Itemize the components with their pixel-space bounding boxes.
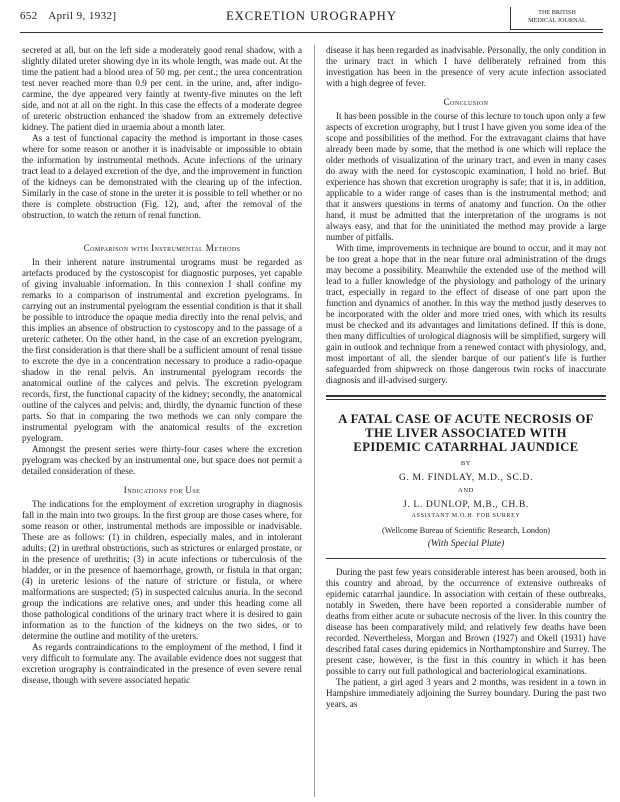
paragraph: As regards contraindications to the employment of the method, I find it very difficult to formulate any. The available evidence does not suggest that excretion urography is contraindicated in the presence of even severe renal disease, though with severe associated hepatic	[22, 642, 302, 685]
paragraph: The patient, a girl aged 3 years and 2 months, was resident in a town in Hampshire immediately adjoining the Surrey boundary. During the past two years, as	[326, 677, 606, 709]
section-heading: Indications for Use	[123, 485, 201, 495]
page-header	[20, 6, 603, 33]
paragraph: With time, improvements in technique are bound to occur, and it may not be too great a hope that in the near future oral administration of the drugs may become a possibility. Meanwhile the extended use of the method will lead to a fuller knowledge of the physiology and pathology of the urinary tract, especially in regard to the effect of disease of one part upon the function and dynamics of another. In this way the method justly deserves to be incorporated with the older and more tried ones, with which its results must be checked and its advantages and limitations defined. If this is done, then many difficulties of urological diagnosis will be simplified, surgery will gain in outlook and technique from a renewed contact with physiology, and, most important of all, the slender barque of our patient's life is further safeguarded from shipwreck on those dangerous twin rocks of inaccurate diagnosis and ill-advised surgery.	[326, 243, 606, 385]
journal-label	[510, 7, 603, 30]
author-name: G. M. FINDLAY, M.D., SC.D.	[399, 472, 533, 483]
paragraph: As a test of functional capacity the method is important in those cases where for some reason or another it is inadvisable or impossible to obtain the information by instrumental methods. Acute infections of the urinary tract lead to a delayed excretion of the dye, and the improvement in function of the kidneys can be demonstrated with the clearing up of the infection. Similarly in the case of stone in the ureter it is possible to tell whether or no there is complete obstruction (Fig. 12), and, after the removal of the obstruction, to watch the return of renal function.	[22, 133, 302, 220]
byline-and: AND	[458, 487, 474, 494]
article-title: A FATAL CASE OF ACUTE NECROSIS OF THE LIVER ASSOCIATED WITH EPIDEMIC CATARRHAL JAUNDICE	[338, 412, 594, 454]
article-separator	[326, 395, 606, 400]
paragraph: Amongst the present series were thirty-four cases where the excretion pyelogram was checked by an instrumental one, but space does not permit a detailed consideration of these.	[22, 444, 302, 476]
paragraph: It has been possible in the course of this lecture to touch upon only a few aspects of excretion urography, but I trust I have given you some idea of the scope and possibilities of the method. For the extravagant claims that have already been made by some, that the method is one which will replace the older methods of visualization of the urinary tract, and even in many cases do away with the need for cystoscopic examination, I hold no brief. But experience has shown that excretion urography is safe; that it is, in addition, applicable to a wider range of cases than is the instrumental method; and that it answers questions in terms of anatomy and function. On the other hand, it must be admitted that the interpretation of the urograms is not always easy, and that for the uninitiated the method may provide a large number of pitfalls.	[326, 111, 606, 242]
column-divider	[314, 45, 315, 797]
section-heading: Comparison with Instrumental Methods	[83, 243, 241, 253]
page-number: 652	[20, 10, 38, 22]
running-title: EXCRETION UROGRAPHY	[226, 9, 397, 23]
left-column	[22, 45, 302, 800]
author-name: J. L. DUNLOP, M.B., CH.B.	[403, 499, 529, 510]
paragraph: During the past few years considerable interest has been aroused, both in this country and abroad, by the occurrence of extensive outbreaks of epidemic catarrhal jaundice. In association with certain of these outbreaks, notably in Sweden, there have been reported a considerable number of deaths from either acute or subacute necrosis of the liver. In this country the disease has been comparatively mild, and relatively few deaths have been recorded. Nevertheless, Morgan and Brown (1927) and Okell (1931) have described fatal cases during epidemics in Northamptonshire and Surrey. The present case, however, is the first in this country in which it has been possible to carry out full pathological and bacteriological examinations.	[326, 567, 606, 676]
affiliation: (Wellcome Bureau of Scientific Research, London)	[381, 526, 551, 535]
byline-by: BY	[460, 460, 472, 467]
plate-note: (With Special Plate)	[427, 539, 505, 549]
article-rule	[326, 558, 606, 559]
journal-label-line2: MEDICAL JOURNAL	[528, 16, 586, 24]
paragraph: In their inherent nature instrumental urograms must be regarded as artefacts produced by the cystoscopist for diagnostic purposes, yet capable of giving invaluable information. In this connexion I shall confine my remarks to a comparison of instrumental and excretion pyelograms. In carrying out an instrumental pyelogram the essential condition is that it shall be possible to introduce the opaque media directly into the renal pelvis, and this implies an absence of obstruction to cystoscopy and to the passage of a ureteric catheter. On the other hand, in the case of an excretion pyelogram, the first consideration is that there shall be a sufficient amount of renal tissue to excrete the dye in a concentration necessary to produce a radio-opaque shadow in the renal pelvis. An instrumental pyelogram records the anatomical outline of the calyces and pelvis. The excretion pyelogram records, first, the functional capacity of the kidney; secondly, the anatomical outline of the calyces and pelvis; and, thirdly, the dynamic function of these parts. So that in comparing the two methods we can only compare the instrumental pyelogram with the anatomical results of the excretion pyelogram.	[22, 257, 302, 443]
journal-label-line1: THE BRITISH	[538, 9, 576, 16]
paragraph: disease it has been regarded as inadvisable. Personally, the only condition in the urinary tract in which I have deliberately refrained from this investigation has been in the presence of very acute infection associated with a high degree of fever.	[326, 45, 606, 88]
author-position: ASSISTANT M.O.H. FOR SURREY	[411, 513, 521, 519]
paragraph: The indications for the employment of excretion urography in diagnosis fall in the main into two groups. In the first group are those cases where, for some reason or other, instrumental methods are impossible or inadvisable. These are as follows: (1) in children, especially males, and in intolerant adults; (2) in urethral obstructions, such as strictures or enlarged prostate, or in the presence of urethritis; (3) in acute infections or tuberculosis of the bladder, or in the presence of haemorrhage, growth, or fistula in that organ; (4) in ureteric lesions of the nature of stricture or fistula, or where malformations are suspected; (5) in suspected calculus anuria. In the second group the indications are relative ones, and under this heading come all those pathological conditions of the urinary tract where it is desired to gain information as to the function of the kidneys on the two sides, or to determine the outline and motility of the ureters.	[22, 499, 302, 641]
paragraph: secreted at all, but on the left side a moderately good renal shadow, with a slightly dilated ureter showing dye in its whole length, was made out. At the time the patient had a blood urea of 50 mg. per cent.; the urea concentration test never reached more than 0.9 per cent. in the urine, and, after indigo-carmine, the dye appeared very faintly at twenty-five minutes on the left side, and not at all on the right. In this case the effects of a moderate degree of ureteric obstruction enhanced the shadow from an extremely defective kidney. The patient died in uraemia about a month later.	[22, 45, 302, 132]
issue-date: April 9, 1932]	[48, 10, 117, 22]
section-heading: Conclusion	[443, 97, 489, 107]
right-column	[326, 45, 606, 800]
